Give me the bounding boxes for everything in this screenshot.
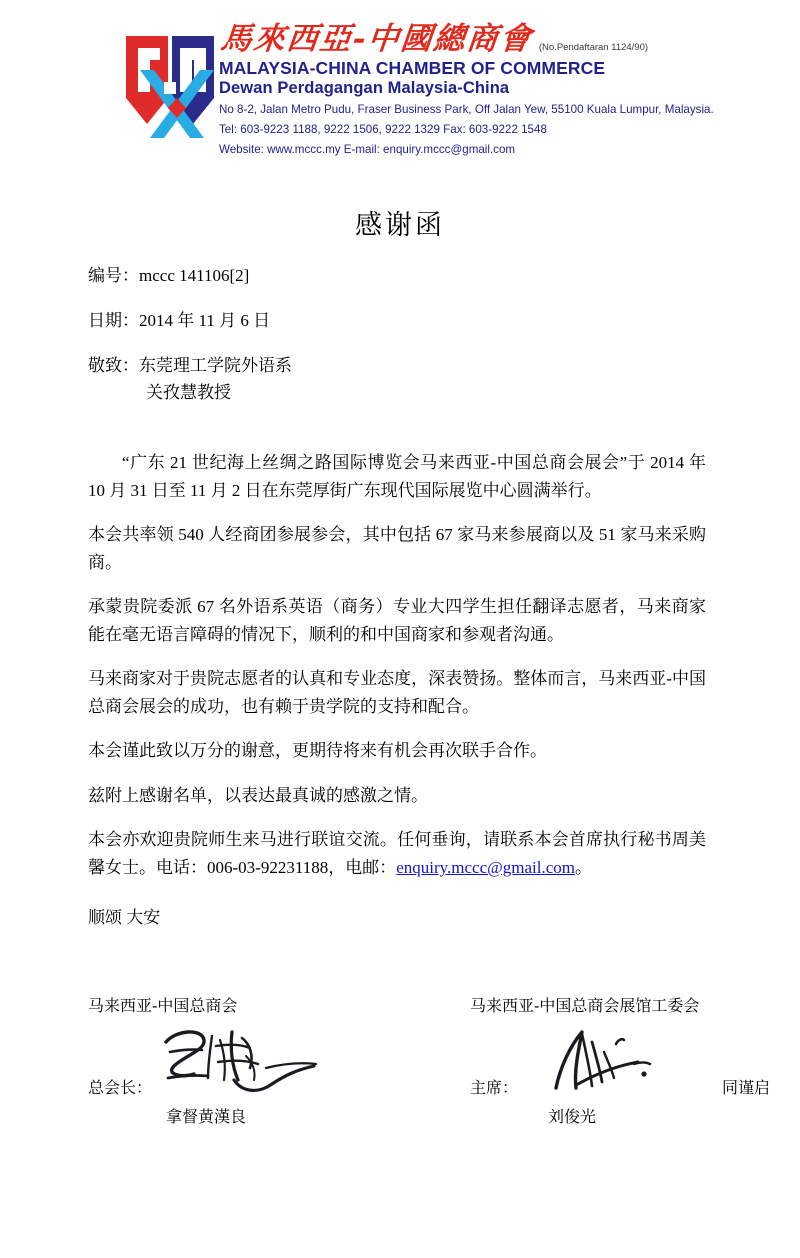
mccc-logo-icon	[124, 30, 216, 150]
date-row	[88, 310, 708, 333]
letterhead-web: Website: www.mccc.my E-mail: enquiry.mccc@gmail.com	[219, 143, 516, 157]
closing-salutation: 顺颂 大安	[88, 908, 161, 927]
letterhead-text	[219, 22, 739, 159]
letterhead-address: No 8-2, Jalan Metro Pudu, Fraser Business Park, Off Jalan Yew, 55100 Kuala Lumpur, Malaysia.	[219, 103, 714, 117]
body-paragraph-1: “广东 21 世纪海上丝绸之路国际博览会马来西亚-中国总商会展会”于 2014 年 10 月 31 日至 11 月 2 日在东莞厚街广东现代国际展览中心圆满举行。	[88, 453, 706, 500]
body-paragraph-2: 本会共率领 540 人经商团参展参会，其中包括 67 家马来参展商以及 51 家马来采购商。	[88, 525, 706, 572]
signature-left-middle	[88, 1016, 418, 1104]
date-value: 2014 年 11 月 6 日	[139, 310, 271, 330]
recipient-org: 东莞理工学院外语系	[139, 355, 292, 375]
signature-right-role-label: 主席：	[470, 1078, 519, 1097]
letterhead	[0, 0, 800, 172]
body-paragraph-3: 承蒙贵院委派 67 名外语系英语（商务）专业大四学生担任翻译志愿者，马来商家能在毫无语言障碍的情况下，顺利的和中国商家和参观者沟通。	[88, 597, 706, 644]
registration-number: (No.Pendaftaran 1124/90)	[538, 42, 649, 54]
body-paragraph-4: 马来商家对于贵院志愿者的认真和专业态度，深表赞扬。整体而言，马来西亚-中国总商会展会的成功，也有赖于贵学院的支持和配合。	[88, 669, 706, 716]
recipient-person: 关孜慧教授	[146, 382, 231, 402]
signature-right-middle	[470, 1016, 770, 1104]
letter-body	[88, 449, 706, 898]
signature-left-role-label: 总会长：	[88, 1078, 153, 1097]
signature-left-handwriting-icon	[146, 1022, 356, 1107]
contact-text-pre: 本会亦欢迎贵院师生来马进行联谊交流。任何垂询，请联系本会首席执行秘书周美馨女士。电话：006-03-92231188，电邮：	[88, 830, 706, 877]
contact-text-post: 。	[575, 857, 593, 877]
co-sign-note: 同谨启	[721, 1078, 770, 1097]
letterhead-chinese-name: 馬來西亞-中國總商會	[218, 21, 535, 57]
signature-block-left	[88, 993, 418, 1127]
letterhead-english-name: MALAYSIA-CHINA CHAMBER OF COMMERCE	[219, 58, 606, 79]
body-paragraph-contact	[88, 826, 706, 881]
email-link[interactable]: enquiry.mccc@gmail.com	[396, 857, 576, 877]
body-paragraph-6: 兹附上感谢名单，以表达最真诚的感激之情。	[88, 785, 428, 805]
body-paragraph-5: 本会谨此致以万分的谢意，更期待将来有机会再次联手合作。	[88, 741, 547, 761]
date-label: 日期：	[88, 310, 139, 330]
letterhead-phone: Tel: 603-9223 1188, 9222 1506, 9222 1329 Fax: 603-9222 1548	[219, 123, 547, 137]
page-title: 感谢函	[355, 210, 445, 241]
letter-meta	[88, 265, 708, 405]
signature-block-right	[470, 993, 770, 1127]
reference-row	[88, 265, 708, 288]
signature-right-handwriting-icon	[538, 1022, 668, 1107]
reference-value: mccc 141106[2]	[139, 266, 250, 285]
letterhead-malay-name: Dewan Perdagangan Malaysia-China	[219, 79, 510, 98]
signature-right-name: 刘俊光	[548, 1107, 597, 1126]
signature-left-name: 拿督黄漢良	[166, 1107, 247, 1126]
recipient-label: 敬致：	[88, 355, 139, 375]
recipient-row	[88, 355, 708, 405]
reference-label: 编号：	[88, 266, 139, 285]
signature-right-org: 马来西亚-中国总商会展馆工委会	[470, 996, 700, 1015]
signature-left-org: 马来西亚-中国总商会	[88, 996, 238, 1015]
signature-area	[0, 993, 800, 1163]
